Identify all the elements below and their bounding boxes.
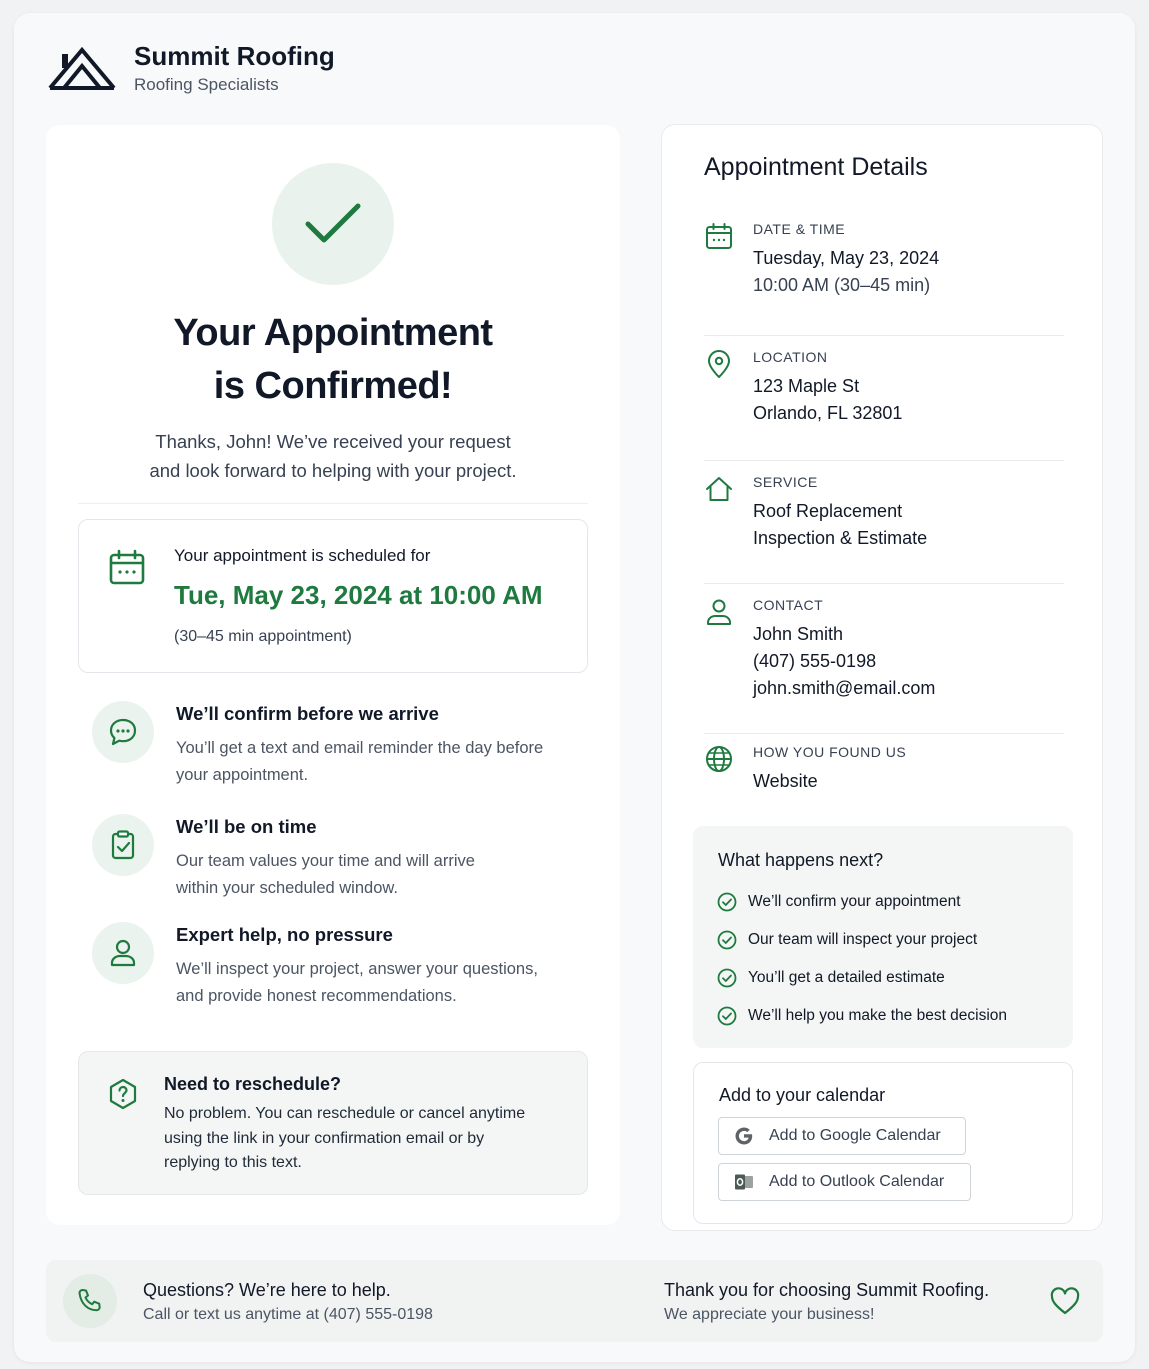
chat-bubble-icon [107,716,139,748]
confirmation-subtitle: Thanks, John! We’ve received your request and look forward to helping with your project. [149,431,517,481]
brand-tagline: Roofing Specialists [134,75,279,94]
next-step-item: We’ll help you make the best decision [717,1006,1007,1026]
divider [78,503,588,504]
detail-label: CONTACT [753,597,824,613]
next-step-item: Our team will inspect your project [717,930,977,950]
next-steps [693,826,1073,1048]
calendar-title: Add to your calendar [719,1085,886,1105]
check-circle-icon [717,892,737,912]
schedule-datetime: Tue, May 23, 2024 at 10:00 AM [174,580,543,610]
reschedule-notice [78,1051,588,1195]
feature-title: We’ll confirm before we arrive [176,703,439,724]
next-steps-title: What happens next? [718,850,884,870]
outlook-icon [733,1171,755,1193]
clipboard-check-icon [107,829,139,861]
detail-label: DATE & TIME [753,221,846,237]
divider [704,733,1064,734]
reschedule-title: Need to reschedule? [164,1074,342,1094]
checkmark-icon [304,202,362,246]
success-badge [272,163,394,285]
detail-value: 123 Maple St Orlando, FL 32801 [753,376,903,423]
schedule-label: Your appointment is scheduled for [174,546,431,565]
feature-desc: Our team values your time and will arrive within your scheduled window. [176,852,475,897]
feature-title: Expert help, no pressure [176,924,393,945]
feature-desc: We’ll inspect your project, answer your questions, and provide honest recommendations. [176,960,538,1005]
footer-appreciation: We appreciate your business! [664,1306,875,1323]
divider [704,335,1064,336]
heart-icon [1049,1286,1081,1316]
detail-label: HOW YOU FOUND US [753,744,907,760]
house-icon [704,474,734,504]
roof-logo-icon [46,42,118,94]
detail-value: John Smith (407) 555-0198 john.smith@email.com [753,624,936,698]
footer-question: Questions? We’re here to help. [143,1280,391,1300]
reschedule-desc: No problem. You can reschedule or cancel anytime using the link in your confirmation email or by replying to this text. [164,1105,526,1171]
schedule-summary [78,519,588,673]
detail-value: Roof Replacement Inspection & Estimate [753,501,928,548]
footer-contact-line: Call or text us anytime at (407) 555-0198 [143,1306,433,1323]
map-pin-icon [704,349,734,379]
divider [704,583,1064,584]
user-icon [704,597,734,627]
add-google-calendar-button[interactable]: Add to Google Calendar [718,1117,966,1155]
confirmation-title: Your Appointment is Confirmed! [173,312,493,407]
check-circle-icon [717,930,737,950]
details-title: Appointment Details [704,153,928,181]
calendar-icon [107,548,147,588]
phone-icon [76,1287,104,1315]
add-to-calendar [693,1062,1073,1224]
check-circle-icon [717,1006,737,1026]
google-icon [733,1125,755,1147]
calendar-icon [704,221,734,251]
confirmation-page [14,13,1135,1362]
schedule-duration: (30–45 min appointment) [174,628,352,645]
question-icon [107,1078,139,1110]
divider [704,460,1064,461]
footer-thanks: Thank you for choosing Summit Roofing. [664,1280,990,1300]
feature-title: We’ll be on time [176,816,317,837]
help-footer [46,1260,1103,1342]
detail-label: SERVICE [753,474,818,490]
feature-desc: You’ll get a text and email reminder the day before your appointment. [176,739,544,784]
check-circle-icon [717,968,737,988]
user-icon [107,937,139,969]
appointment-details-card [661,124,1103,1231]
next-step-item: We’ll confirm your appointment [717,892,961,912]
globe-icon [704,744,734,774]
next-step-item: You’ll get a detailed estimate [717,968,945,988]
detail-value: Website [753,771,818,791]
brand-name: Summit Roofing [134,41,335,71]
confirmation-card [46,125,620,1225]
detail-value: Tuesday, May 23, 2024 10:00 AM (30–45 min) [753,248,940,295]
brand-header [46,41,335,95]
detail-label: LOCATION [753,349,828,365]
add-outlook-calendar-button[interactable]: Add to Outlook Calendar [718,1163,971,1201]
